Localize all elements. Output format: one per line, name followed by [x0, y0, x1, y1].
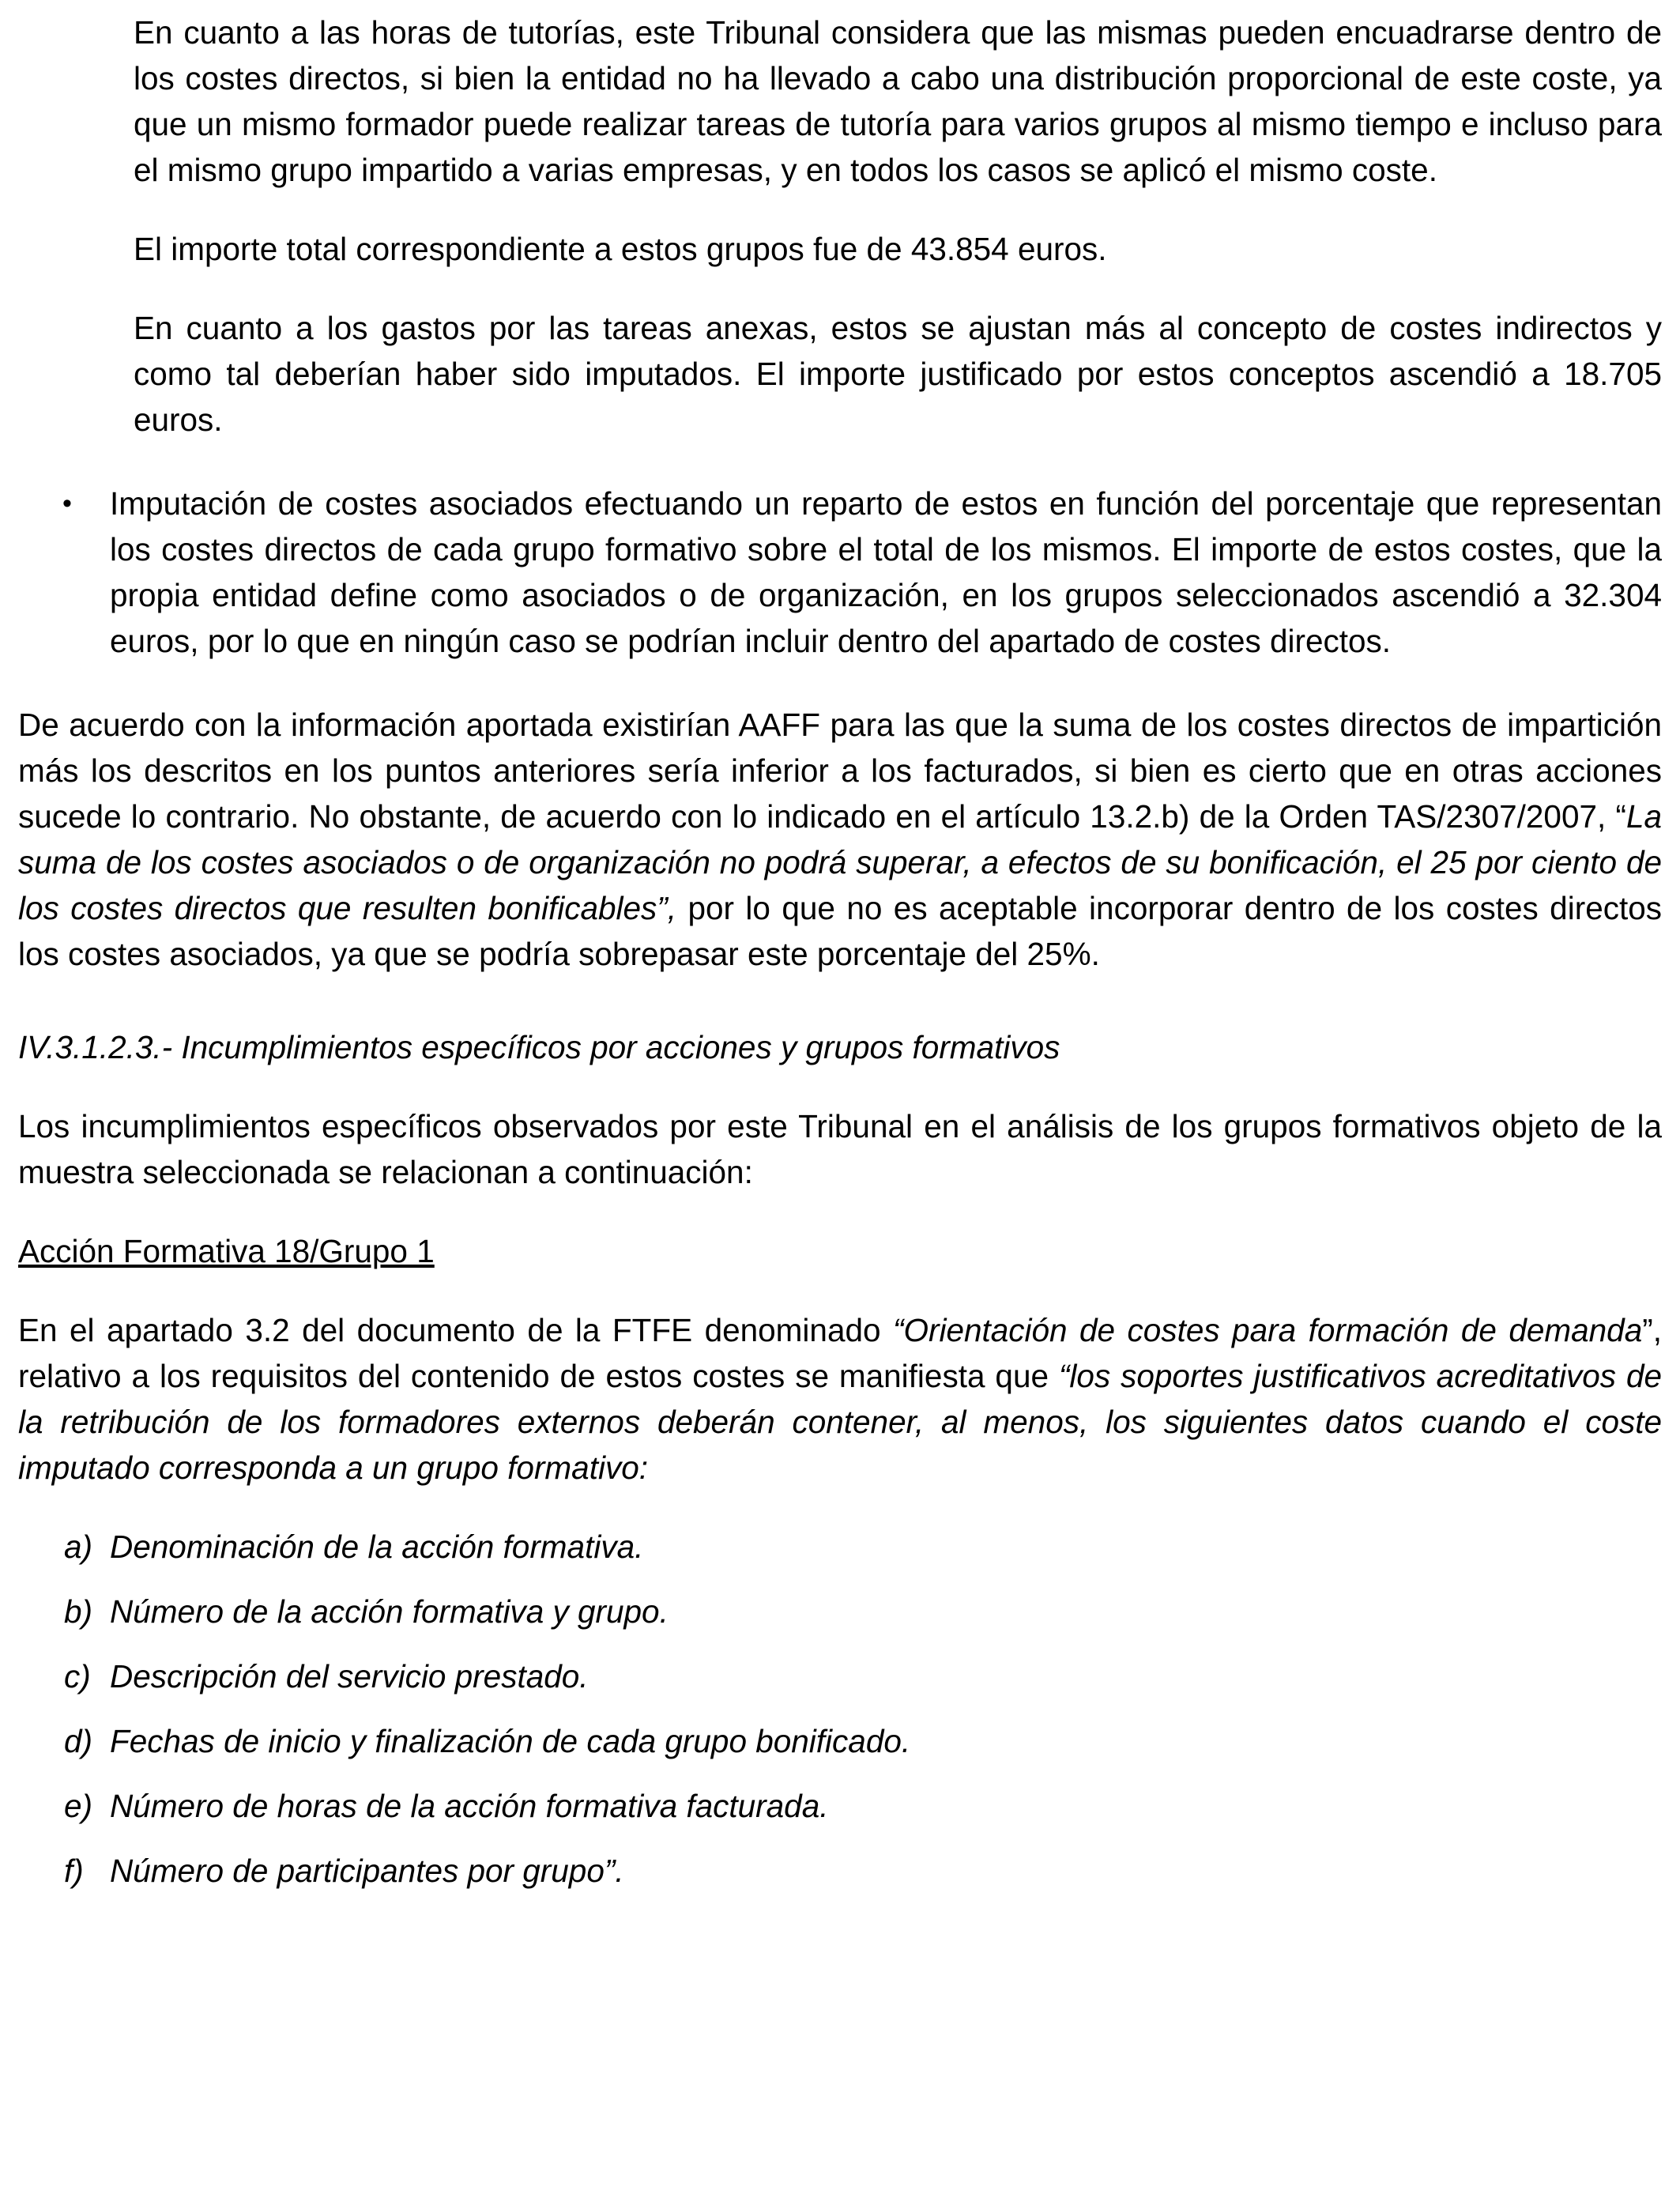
list-item: [18, 1524, 1662, 1570]
paragraph-tutorias: En cuanto a las horas de tutorías, este Tribunal considera que las mismas pueden encuadrarse dentro de los costes directos, si bien la entidad no ha llevado a cabo una distribución proporcional de este coste, ya que un mismo formador puede realizar tareas de tutoría para varios grupos al mismo tiempo e incluso para el mismo grupo impartido a varias empresas, y en todos los casos se aplicó el mismo coste.: [134, 14, 1662, 188]
list-item: [18, 1718, 1662, 1764]
paragraph-incumplimientos: Los incumplimientos específicos observados por este Tribunal en el análisis de los grupos formativos objeto de la muestra seleccionada se relacionan a continuación:: [18, 1108, 1662, 1190]
list-letter: e): [64, 1788, 93, 1824]
list-letter: f): [64, 1853, 84, 1889]
paragraph-importe-total: El importe total correspondiente a estos grupos fue de 43.854 euros.: [134, 231, 1107, 267]
bullet-icon: •: [62, 488, 72, 518]
list-letter: a): [64, 1529, 93, 1565]
bullet-item-imputacion: [18, 481, 1662, 664]
list-item: [18, 1653, 1662, 1699]
list-text: Número de participantes por grupo”.: [110, 1853, 624, 1889]
list-text: Denominación de la acción formativa.: [110, 1529, 644, 1565]
accion-heading: [18, 1228, 1662, 1274]
list-letter: c): [64, 1658, 91, 1695]
document-page: [18, 9, 1662, 1913]
accion-heading-text: Acción Formativa 18/Grupo 1: [18, 1233, 435, 1269]
list-item: [18, 1783, 1662, 1829]
acuerdo-quote-close: ”,: [657, 890, 677, 926]
list-item: [18, 1848, 1662, 1894]
apartado-quote: “los soportes justificativos acreditativos de la retribución de los formadores externos deberán contener, al menos, los siguientes datos cuando el coste imputado corresponda a un grupo formativo:: [18, 1358, 1662, 1486]
list-text: Número de horas de la acción formativa facturada.: [110, 1788, 829, 1824]
apartado-text-start: En el apartado 3.2 del documento de la FTFE denominado: [18, 1312, 893, 1348]
apartado-text-middle: ”, relativo a los requisitos del contenido de estos costes se manifiesta que: [18, 1312, 1662, 1394]
list-text: Descripción del servicio prestado.: [110, 1658, 589, 1695]
bullet-text: Imputación de costes asociados efectuando un reparto de estos en función del porcentaje que representan los costes directos de cada grupo formativo sobre el total de los mismos. El importe de estos costes, que la propia entidad define como asociados o de organización, en los grupos seleccionados ascendió a 32.304 euros, por lo que en ningún caso se podrían incluir dentro del apartado de costes directos.: [110, 485, 1662, 659]
list-text: Fechas de inicio y finalización de cada grupo bonificado.: [110, 1723, 911, 1759]
list-item: [18, 1589, 1662, 1634]
section-heading: IV.3.1.2.3.- Incumplimientos específicos por acciones y grupos formativos: [18, 1029, 1060, 1065]
acuerdo-text-end: por lo que no es aceptable incorporar dentro de los costes directos los costes asociados, ya que se podría sobrepasar este porcentaje del 25%.: [18, 890, 1662, 972]
list-text: Número de la acción formativa y grupo.: [110, 1593, 669, 1630]
apartado-doc-title: “Orientación de costes para formación de demanda: [892, 1312, 1643, 1348]
paragraph-tareas-anexas: En cuanto a los gastos por las tareas anexas, estos se ajustan más al concepto de costes indirectos y como tal deberían haber sido imputados. El importe justificado por estos conceptos ascendió a 18.705 euros.: [134, 310, 1662, 438]
paragraph-acuerdo: [18, 702, 1662, 977]
list-letter: b): [64, 1593, 93, 1630]
acuerdo-quote: La suma de los costes asociados o de organización no podrá superar, a efectos de su bonificación, el 25 por ciento de los costes directos que resulten bonificables: [18, 798, 1662, 926]
acuerdo-text-start: De acuerdo con la información aportada existirían AAFF para las que la suma de los costes directos de impartición más los descritos en los puntos anteriores sería inferior a los facturados, si bien es cierto que en otras acciones sucede lo contrario. No obstante, de acuerdo con lo indicado en el artículo 13.2.b) de la Orden TAS/2307/2007, “: [18, 707, 1662, 835]
requirements-list: [18, 1524, 1662, 1894]
list-letter: d): [64, 1723, 93, 1759]
paragraph-apartado: [18, 1307, 1662, 1491]
